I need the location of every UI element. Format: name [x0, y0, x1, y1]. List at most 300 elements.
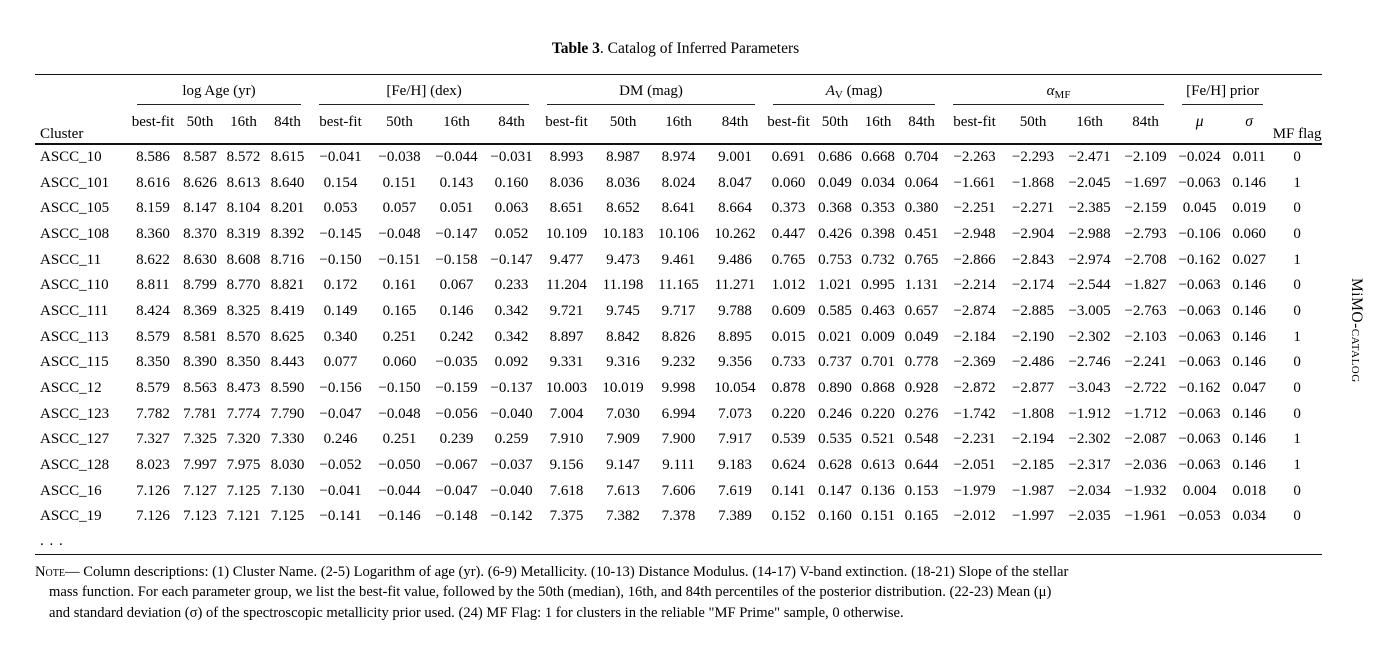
value-cell: 0.995: [861, 277, 895, 294]
value-cell: −1.712: [1124, 405, 1167, 422]
value-cell: 0.426: [818, 225, 852, 242]
cluster-name-cell: ASCC_115: [40, 354, 109, 371]
table-row: [35, 401, 1322, 427]
value-cell: −0.145: [319, 225, 362, 242]
value-cell: −0.067: [435, 457, 478, 474]
value-cell: 8.579: [136, 328, 170, 345]
table-row: [35, 453, 1322, 479]
value-cell: 9.156: [549, 457, 584, 474]
value-cell: 0.733: [771, 354, 806, 371]
value-cell: 0.172: [323, 277, 358, 294]
value-cell: 9.001: [718, 148, 752, 165]
value-cell: 0.149: [323, 302, 358, 319]
group-header-log-age: log Age (yr): [128, 75, 310, 105]
value-cell: −0.035: [435, 354, 478, 371]
value-cell: 0.049: [818, 174, 852, 191]
value-cell: 0.732: [861, 251, 895, 268]
value-cell: −2.302: [1068, 431, 1111, 448]
value-cell: −0.041: [319, 148, 362, 165]
value-cell: −0.047: [319, 405, 362, 422]
value-cell: 0.342: [494, 302, 529, 319]
value-cell: 7.130: [270, 482, 305, 499]
value-cell: 8.664: [718, 200, 752, 217]
subheader: 16th: [651, 105, 706, 144]
value-cell: 8.047: [718, 174, 752, 191]
value-cell: −2.263: [953, 148, 996, 165]
value-cell: 7.030: [606, 405, 640, 422]
cluster-name-cell: ASCC_12: [40, 380, 102, 397]
value-cell: 0.015: [771, 328, 806, 345]
value-cell: 7.975: [226, 457, 261, 474]
value-cell: −2.293: [1011, 148, 1055, 165]
value-cell: 0.009: [861, 328, 895, 345]
value-cell: 8.587: [183, 148, 217, 165]
value-cell: 0.928: [904, 380, 939, 397]
value-cell: 0.146: [1232, 174, 1266, 191]
value-cell: 8.625: [270, 328, 305, 345]
subheader: best-fit: [764, 105, 813, 144]
value-cell: 7.774: [226, 405, 261, 422]
value-cell: 8.895: [718, 328, 752, 345]
value-cell: 0.019: [1232, 200, 1266, 217]
value-cell: 0.657: [904, 302, 939, 319]
value-cell: 8.590: [270, 380, 305, 397]
ellipsis-cell: . . .: [35, 530, 1322, 555]
value-cell: 0.644: [904, 457, 939, 474]
subheader-row: [35, 105, 1322, 144]
value-cell: 0.373: [771, 200, 806, 217]
value-cell: 0.045: [1182, 200, 1217, 217]
table-note: [35, 562, 1069, 624]
value-cell: −2.251: [953, 200, 996, 217]
value-cell: 0.704: [904, 148, 939, 165]
value-cell: 0.165: [904, 508, 939, 525]
value-cell: 9.232: [661, 354, 696, 371]
value-cell: 0.034: [1232, 508, 1266, 525]
value-cell: 0.447: [771, 225, 806, 242]
value-cell: 7.618: [549, 482, 584, 499]
value-cell: 0.753: [818, 251, 852, 268]
value-cell: 9.788: [718, 302, 752, 319]
value-cell: 0: [1293, 302, 1301, 319]
value-cell: 0.151: [382, 174, 417, 191]
value-cell: 11.198: [602, 277, 644, 294]
value-cell: −0.162: [1178, 380, 1221, 397]
value-cell: −0.044: [435, 148, 478, 165]
value-cell: −2.045: [1068, 174, 1111, 191]
value-cell: 9.998: [661, 380, 696, 397]
group-header-av: $A_V$ (mag): [764, 75, 944, 105]
value-cell: 7.782: [136, 405, 170, 422]
value-cell: 8.563: [183, 380, 217, 397]
value-cell: −2.385: [1068, 200, 1111, 217]
value-cell: 7.378: [661, 508, 696, 525]
value-cell: −2.793: [1124, 225, 1167, 242]
table-row: [35, 350, 1322, 376]
value-cell: 0.147: [818, 482, 852, 499]
value-cell: 0.548: [904, 431, 939, 448]
cluster-name-cell: ASCC_108: [40, 225, 110, 242]
value-cell: 7.606: [661, 482, 696, 499]
value-cell: 0.220: [771, 405, 806, 422]
value-cell: 0.146: [1232, 431, 1266, 448]
value-cell: 10.019: [602, 380, 644, 397]
value-cell: 9.721: [549, 302, 584, 319]
value-cell: 8.586: [136, 148, 170, 165]
value-cell: −0.147: [490, 251, 533, 268]
sidebar-running-title: [1347, 278, 1365, 383]
subheader: 84th: [265, 105, 310, 144]
value-cell: 8.350: [136, 354, 170, 371]
value-cell: 0: [1293, 225, 1301, 242]
value-cell: 1: [1293, 431, 1301, 448]
value-cell: −2.974: [1068, 251, 1111, 268]
value-cell: 8.023: [136, 457, 170, 474]
value-cell: 7.997: [183, 457, 217, 474]
value-cell: 0.057: [382, 200, 417, 217]
value-cell: 0.613: [861, 457, 895, 474]
value-cell: 8.641: [661, 200, 696, 217]
subheader-sigma: σ: [1226, 105, 1272, 144]
value-cell: −0.040: [490, 405, 533, 422]
value-cell: 0.160: [818, 508, 852, 525]
value-cell: 8.104: [226, 200, 261, 217]
value-cell: 0.060: [1232, 225, 1266, 242]
value-cell: 7.781: [183, 405, 217, 422]
value-cell: −1.697: [1124, 174, 1167, 191]
value-cell: 7.320: [226, 431, 261, 448]
value-cell: −2.874: [953, 302, 996, 319]
table-body: [35, 144, 1322, 530]
value-cell: −2.486: [1011, 354, 1055, 371]
value-cell: 7.389: [718, 508, 752, 525]
value-cell: 7.327: [136, 431, 170, 448]
value-cell: −0.159: [435, 380, 478, 397]
value-cell: 0.246: [818, 405, 852, 422]
value-cell: 0.668: [861, 148, 895, 165]
cluster-name-cell: ASCC_16: [40, 482, 102, 499]
value-cell: 8.716: [270, 251, 305, 268]
note-text: Column descriptions: (1) Cluster Name. (2-5) Logarithm of age (yr). (6-9) Metallicity. (10-13) Distance Modulus. (14-17) V-band extinction. (18-21) Slope of the stellar mass function. For each parameter group, we list the best-fit value, followed by the 50th (median), 16th, and 84th percentiles of the posterior distribution. (22-23) Mean (μ) and standard deviation (σ) of the spectroscopic metallicity prior used. (24) MF Flag: 1 for clusters in the reliable "MF Prime" sample, 0 otherwise.: [49, 563, 1069, 621]
value-cell: −2.087: [1124, 431, 1167, 448]
value-cell: 0.878: [771, 380, 806, 397]
value-cell: −2.877: [1011, 380, 1055, 397]
value-cell: 8.608: [226, 251, 261, 268]
value-cell: 7.126: [136, 482, 170, 499]
value-cell: 0.628: [818, 457, 852, 474]
value-cell: 0.233: [494, 277, 529, 294]
value-cell: 0.152: [771, 508, 806, 525]
table-caption-text: . Catalog of Inferred Parameters: [599, 40, 800, 57]
table-row: [35, 324, 1322, 350]
value-cell: 0.451: [904, 225, 939, 242]
value-cell: 0.251: [382, 328, 417, 345]
table-row: [35, 427, 1322, 453]
value-cell: 0.053: [323, 200, 358, 217]
subheader: 16th: [222, 105, 265, 144]
table-row: [35, 273, 1322, 299]
value-cell: 0.011: [1232, 148, 1266, 165]
value-cell: 8.811: [136, 277, 170, 294]
value-cell: −2.843: [1011, 251, 1055, 268]
table-header: [35, 75, 1322, 144]
value-cell: 0.146: [1232, 457, 1266, 474]
cluster-name-cell: ASCC_101: [40, 174, 110, 191]
value-cell: 7.900: [661, 431, 696, 448]
value-cell: 1.021: [818, 277, 852, 294]
value-cell: −0.137: [490, 380, 533, 397]
value-cell: 8.652: [606, 200, 640, 217]
value-cell: −1.808: [1011, 405, 1055, 422]
value-cell: 0.060: [771, 174, 806, 191]
group-header-dm: DM (mag): [538, 75, 764, 105]
side-label-smallcaps: catalog: [1348, 328, 1365, 383]
group-header-feh: [Fe/H] (dex): [310, 75, 538, 105]
value-cell: 8.360: [136, 225, 170, 242]
group-header-feh-prior: [Fe/H] prior: [1173, 75, 1272, 105]
value-cell: 10.183: [602, 225, 644, 242]
parameters-table: [35, 74, 1322, 555]
value-cell: 0.686: [818, 148, 852, 165]
value-cell: 6.994: [661, 405, 696, 422]
value-cell: 11.271: [714, 277, 756, 294]
value-cell: −0.063: [1178, 174, 1221, 191]
value-cell: −1.961: [1124, 508, 1167, 525]
value-cell: 0.521: [861, 431, 895, 448]
value-cell: 0.276: [904, 405, 939, 422]
value-cell: −2.184: [953, 328, 996, 345]
value-cell: −2.012: [953, 508, 996, 525]
value-cell: 1.012: [771, 277, 806, 294]
value-cell: −1.868: [1011, 174, 1055, 191]
value-cell: 10.106: [657, 225, 700, 242]
value-cell: 8.613: [226, 174, 261, 191]
value-cell: −2.885: [1011, 302, 1055, 319]
value-cell: 9.486: [718, 251, 752, 268]
value-cell: 7.127: [183, 482, 217, 499]
value-cell: 0.624: [771, 457, 806, 474]
value-cell: −2.190: [1011, 328, 1055, 345]
value-cell: 8.024: [661, 174, 696, 191]
value-cell: −0.147: [435, 225, 478, 242]
value-cell: 7.917: [718, 431, 752, 448]
value-cell: 9.461: [661, 251, 696, 268]
side-label-main: MiMO-: [1348, 278, 1365, 329]
value-cell: 9.745: [606, 302, 640, 319]
value-cell: −2.722: [1124, 380, 1167, 397]
value-cell: 9.331: [549, 354, 584, 371]
subheader: 16th: [1061, 105, 1118, 144]
value-cell: 7.330: [270, 431, 305, 448]
table-number-label: Table 3: [551, 40, 600, 57]
value-cell: 0.051: [439, 200, 474, 217]
value-cell: 0.063: [494, 200, 529, 217]
value-cell: 0.353: [861, 200, 895, 217]
value-cell: 8.201: [270, 200, 305, 217]
value-cell: 0.868: [861, 380, 895, 397]
value-cell: −2.109: [1124, 148, 1167, 165]
value-cell: 7.910: [549, 431, 584, 448]
value-cell: −0.063: [1178, 328, 1221, 345]
value-cell: 0: [1293, 508, 1301, 525]
value-cell: 0.146: [1232, 328, 1266, 345]
value-cell: 0: [1293, 482, 1301, 499]
value-cell: 7.613: [606, 482, 640, 499]
value-cell: 8.640: [270, 174, 305, 191]
subheader: 84th: [1118, 105, 1173, 144]
value-cell: −2.271: [1011, 200, 1055, 217]
value-cell: 8.622: [136, 251, 170, 268]
value-cell: 0.146: [1232, 302, 1266, 319]
value-cell: 0.161: [382, 277, 417, 294]
subheader: 84th: [485, 105, 538, 144]
value-cell: 8.993: [549, 148, 584, 165]
value-cell: 0.060: [382, 354, 417, 371]
value-cell: −0.048: [378, 225, 421, 242]
value-cell: 7.125: [226, 482, 261, 499]
value-cell: −0.142: [490, 508, 533, 525]
value-cell: −0.056: [435, 405, 478, 422]
value-cell: −0.141: [319, 508, 362, 525]
value-cell: −2.872: [953, 380, 996, 397]
value-cell: −1.742: [953, 405, 996, 422]
value-cell: 0.737: [818, 354, 852, 371]
value-cell: 0.585: [818, 302, 852, 319]
value-cell: −1.827: [1124, 277, 1167, 294]
value-cell: 0.052: [494, 225, 529, 242]
value-cell: −2.035: [1068, 508, 1111, 525]
cluster-name-cell: ASCC_10: [40, 148, 102, 165]
value-cell: 0.077: [323, 354, 358, 371]
value-cell: 0.890: [818, 380, 852, 397]
value-cell: 1: [1293, 457, 1301, 474]
value-cell: −0.150: [319, 251, 362, 268]
value-cell: 8.581: [183, 328, 217, 345]
value-cell: 7.375: [549, 508, 584, 525]
table-row: [35, 247, 1322, 273]
value-cell: −2.231: [953, 431, 996, 448]
value-cell: −3.043: [1068, 380, 1111, 397]
value-cell: 8.630: [183, 251, 217, 268]
value-cell: −0.148: [435, 508, 478, 525]
value-cell: 0.160: [494, 174, 529, 191]
value-cell: 8.897: [549, 328, 584, 345]
table-footer-rows: [35, 530, 1322, 555]
value-cell: 8.390: [183, 354, 217, 371]
cluster-name-cell: ASCC_111: [40, 302, 109, 319]
value-cell: 0.251: [382, 431, 417, 448]
value-cell: −2.317: [1068, 457, 1111, 474]
value-cell: 8.147: [183, 200, 217, 217]
subheader: best-fit: [944, 105, 1005, 144]
subheader: best-fit: [310, 105, 371, 144]
subheader: 50th: [813, 105, 857, 144]
value-cell: −1.979: [953, 482, 996, 499]
value-cell: 0.021: [818, 328, 852, 345]
value-cell: 9.316: [606, 354, 640, 371]
subheader: 50th: [1005, 105, 1061, 144]
value-cell: −0.146: [378, 508, 421, 525]
value-cell: −0.151: [378, 251, 421, 268]
value-cell: 10.109: [545, 225, 588, 242]
value-cell: 0: [1293, 277, 1301, 294]
value-cell: 8.615: [270, 148, 305, 165]
value-cell: 0.340: [323, 328, 358, 345]
value-cell: 0.463: [861, 302, 895, 319]
value-cell: 0.092: [494, 354, 529, 371]
value-cell: 0.154: [323, 174, 358, 191]
subheader: best-fit: [538, 105, 595, 144]
value-cell: 0.027: [1232, 251, 1266, 268]
value-cell: 0.146: [439, 302, 474, 319]
table-row: [35, 170, 1322, 196]
value-cell: −0.031: [490, 148, 533, 165]
table-row: [35, 299, 1322, 325]
value-cell: −0.162: [1178, 251, 1221, 268]
paper-table-region: [35, 0, 1322, 624]
value-cell: −0.063: [1178, 431, 1221, 448]
value-cell: 0.146: [1232, 405, 1266, 422]
note-dash: —: [64, 563, 84, 580]
value-cell: −0.052: [319, 457, 362, 474]
value-cell: −1.987: [1011, 482, 1055, 499]
value-cell: −0.053: [1178, 508, 1221, 525]
value-cell: −2.034: [1068, 482, 1111, 499]
value-cell: 0.765: [771, 251, 806, 268]
cluster-name-cell: ASCC_127: [40, 431, 110, 448]
value-cell: 0.535: [818, 431, 852, 448]
value-cell: 0.398: [861, 225, 895, 242]
value-cell: 8.987: [606, 148, 640, 165]
value-cell: −2.866: [953, 251, 996, 268]
value-cell: 0.146: [1232, 277, 1266, 294]
value-cell: 0: [1293, 405, 1301, 422]
table-row: [35, 144, 1322, 171]
value-cell: −2.746: [1068, 354, 1111, 371]
value-cell: −2.708: [1124, 251, 1167, 268]
value-cell: −0.041: [319, 482, 362, 499]
value-cell: 8.626: [183, 174, 217, 191]
value-cell: 7.125: [270, 508, 305, 525]
value-cell: 0.165: [382, 302, 417, 319]
value-cell: 8.770: [226, 277, 261, 294]
value-cell: −0.050: [378, 457, 421, 474]
value-cell: 0.143: [439, 174, 474, 191]
value-cell: −0.047: [435, 482, 478, 499]
value-cell: 0.259: [494, 431, 529, 448]
cluster-name-cell: ASCC_113: [40, 328, 109, 345]
value-cell: 10.003: [545, 380, 588, 397]
value-cell: −2.174: [1011, 277, 1055, 294]
value-cell: 0.609: [771, 302, 806, 319]
table-row: [35, 222, 1322, 248]
value-cell: 8.572: [226, 148, 261, 165]
value-cell: 0.146: [1232, 354, 1266, 371]
value-cell: −0.156: [319, 380, 362, 397]
cluster-name-cell: ASCC_19: [40, 508, 102, 525]
subheader: 16th: [857, 105, 899, 144]
table-row: [35, 376, 1322, 402]
value-cell: −2.036: [1124, 457, 1167, 474]
value-cell: −1.912: [1068, 405, 1111, 422]
group-header-alpha-mf: $\alpha_{MF}$: [944, 75, 1173, 105]
subheader-mu: μ: [1173, 105, 1226, 144]
value-cell: −2.369: [953, 354, 996, 371]
table-row: [35, 196, 1322, 222]
value-cell: 7.123: [183, 508, 217, 525]
value-cell: 8.319: [226, 225, 261, 242]
value-cell: −0.150: [378, 380, 421, 397]
